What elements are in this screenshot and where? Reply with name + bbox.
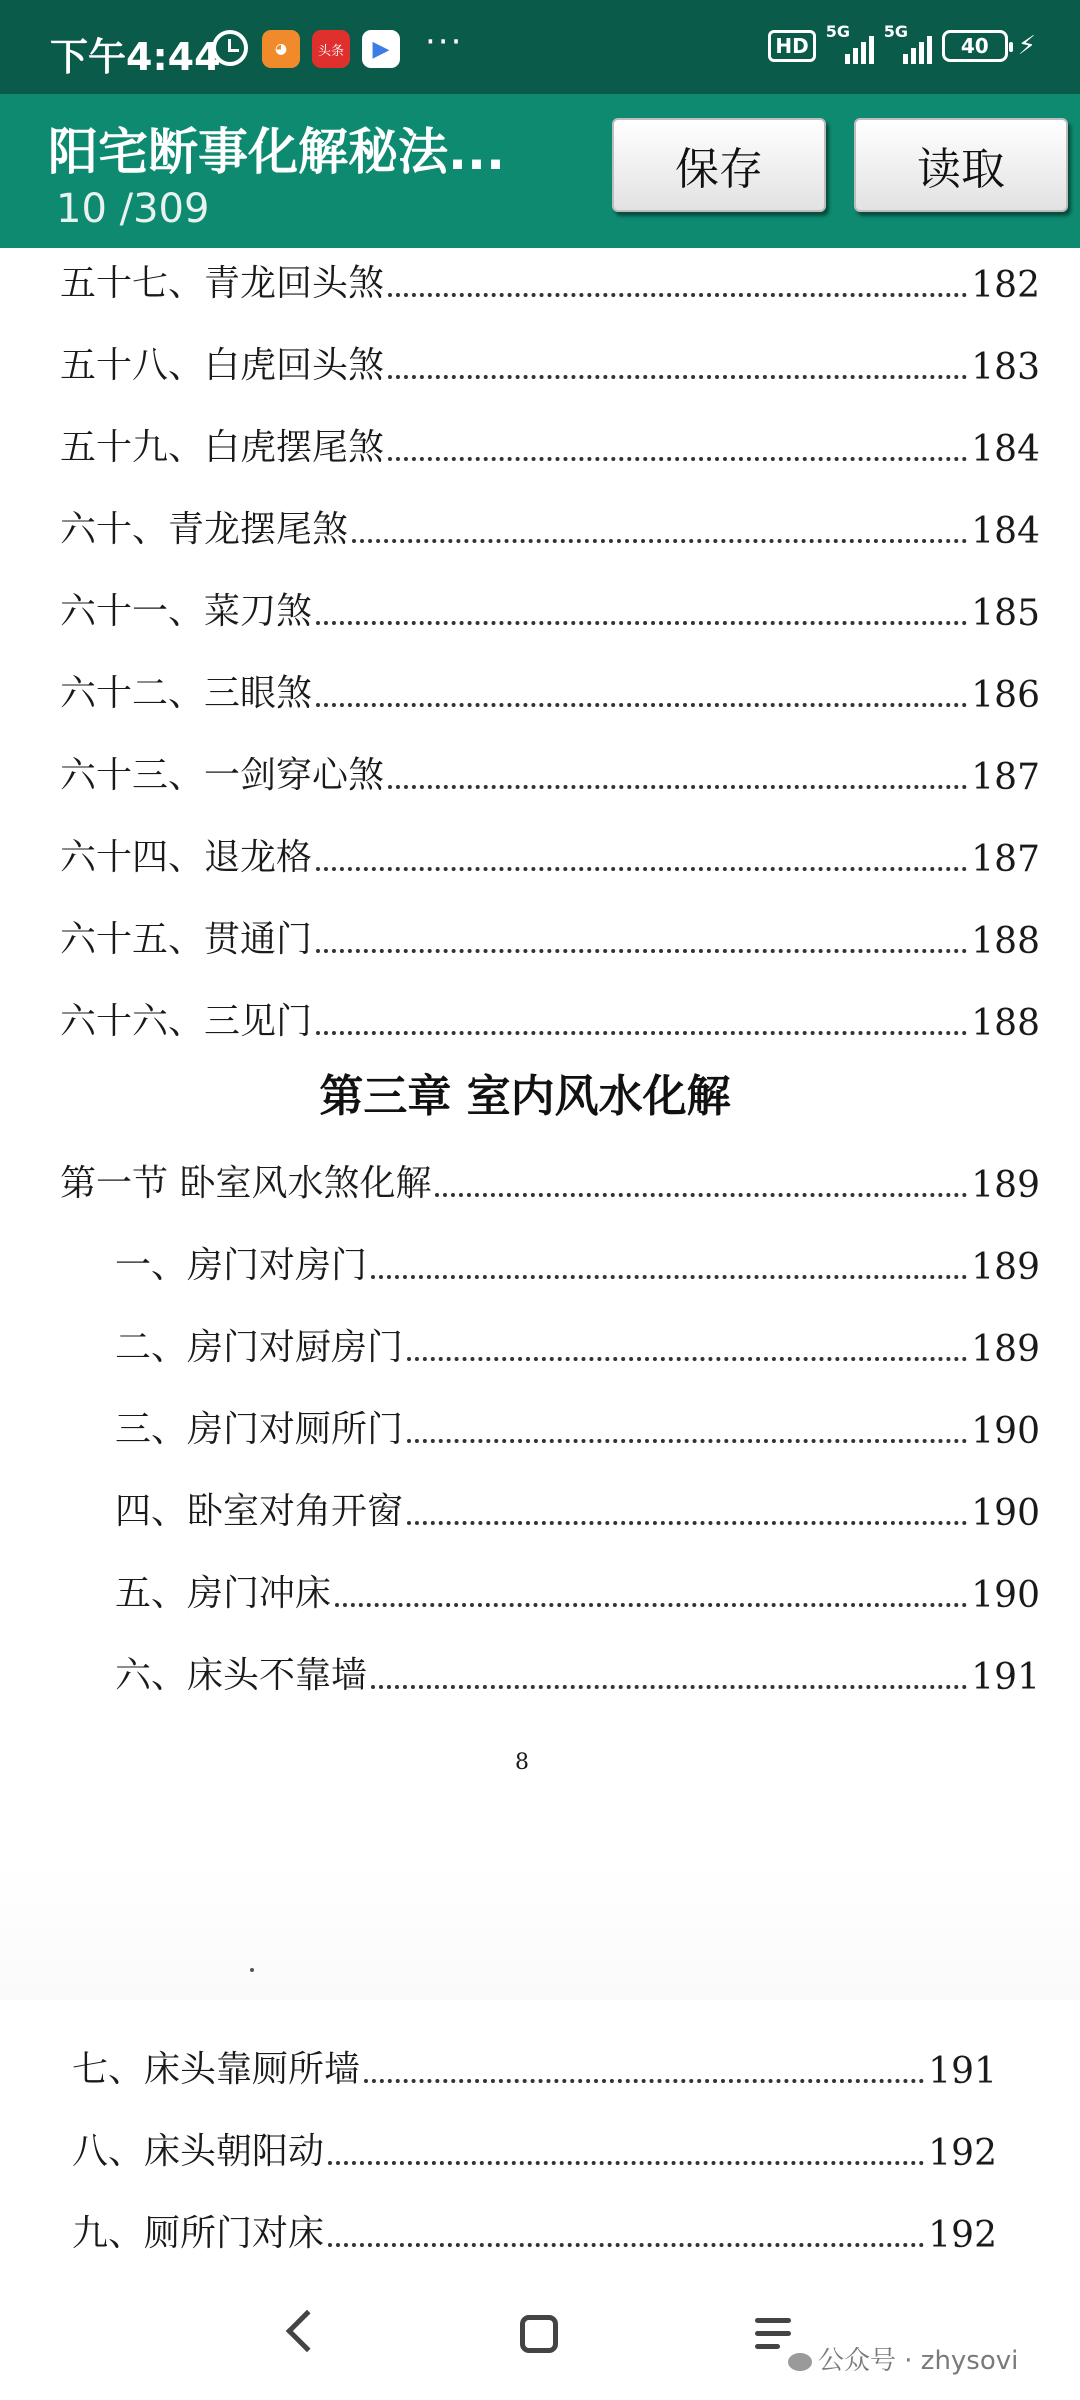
dot-leader bbox=[371, 1685, 967, 1689]
toc-entry bbox=[115, 1314, 1040, 1370]
dot-leader bbox=[364, 2079, 924, 2083]
toc-entry-page: 191 bbox=[928, 2051, 997, 2092]
toc-entry-page: 187 bbox=[971, 757, 1040, 798]
dot-leader bbox=[316, 1031, 967, 1035]
toc-entry-page: 187 bbox=[971, 839, 1040, 880]
home-icon[interactable] bbox=[520, 2315, 558, 2353]
toc-entry-page: 190 bbox=[971, 1493, 1040, 1534]
toc-entry bbox=[115, 1396, 1040, 1452]
hd-voice-icon: HD bbox=[768, 30, 815, 62]
page-break bbox=[0, 1860, 1080, 2000]
dot-leader bbox=[388, 375, 967, 379]
toc-entry-label: 六十三、一剑穿心煞 bbox=[60, 755, 385, 796]
toc-entry bbox=[115, 1232, 1040, 1288]
game-app-icon: ◕ bbox=[262, 30, 300, 68]
toc-entry-page: 192 bbox=[928, 2215, 997, 2256]
toc-entry bbox=[60, 332, 1040, 388]
toc-entry bbox=[72, 2118, 997, 2174]
toc-entry-label: 五、房门冲床 bbox=[115, 1573, 332, 1614]
status-right-group bbox=[768, 22, 1036, 64]
toc-entry bbox=[60, 250, 1040, 306]
toc-entry-label: 第一节 卧室风水煞化解 bbox=[60, 1163, 432, 1204]
toc-entry bbox=[60, 824, 1040, 880]
dot-leader bbox=[371, 1275, 967, 1279]
toc-section-entry bbox=[60, 1150, 1040, 1206]
watermark: 公众号 · zhysovi bbox=[788, 2340, 1018, 2377]
scan-speck bbox=[250, 1968, 254, 1972]
dot-leader bbox=[352, 539, 967, 543]
toc-entry-label: 六十二、三眼煞 bbox=[60, 673, 313, 714]
toc-entry-label: 八、床头朝阳动 bbox=[72, 2131, 325, 2172]
dot-leader bbox=[407, 1357, 967, 1361]
toc-entry-label: 七、床头靠厕所墙 bbox=[72, 2049, 361, 2090]
alarm-icon bbox=[212, 30, 248, 66]
toc-entry-page: 182 bbox=[971, 265, 1040, 306]
status-time: 下午4:44 bbox=[50, 35, 221, 79]
toc-entry bbox=[115, 1642, 1040, 1698]
toc-entry bbox=[60, 906, 1040, 962]
toc-entry-page: 189 bbox=[971, 1329, 1040, 1370]
toc-entry-page: 192 bbox=[928, 2133, 997, 2174]
toc-entry-label: 六十、青龙摆尾煞 bbox=[60, 509, 349, 550]
signal-icon-2: 5G bbox=[884, 28, 932, 64]
toc-entry-label: 五十八、白虎回头煞 bbox=[60, 345, 385, 386]
dot-leader bbox=[316, 621, 967, 625]
dot-leader bbox=[388, 293, 967, 297]
toc-entry bbox=[60, 988, 1040, 1044]
dot-leader bbox=[335, 1603, 967, 1607]
more-notifications-icon: ··· bbox=[425, 22, 464, 62]
toc-entry-page: 189 bbox=[971, 1165, 1040, 1206]
toc-entry bbox=[60, 496, 1040, 552]
toc-entry-page: 188 bbox=[971, 1003, 1040, 1044]
toc-entry-page: 184 bbox=[971, 429, 1040, 470]
save-button[interactable]: 保存 bbox=[612, 118, 826, 212]
dot-leader bbox=[316, 867, 967, 871]
wechat-icon bbox=[788, 2353, 812, 2371]
dot-leader bbox=[316, 949, 967, 953]
toc-entry-page: 183 bbox=[971, 347, 1040, 388]
toc-entry-label: 九、厕所门对床 bbox=[72, 2213, 325, 2254]
toc-entry-page: 186 bbox=[971, 675, 1040, 716]
toc-entry bbox=[60, 578, 1040, 634]
navigation-bar bbox=[0, 2270, 1080, 2400]
toc-entry bbox=[60, 414, 1040, 470]
toc-entry bbox=[72, 2036, 997, 2092]
toc-entry-label: 三、房门对厕所门 bbox=[115, 1409, 404, 1450]
toc-entry-page: 189 bbox=[971, 1247, 1040, 1288]
page-number: 8 bbox=[515, 1750, 529, 1775]
toc-entry bbox=[60, 660, 1040, 716]
toc-entry-page: 190 bbox=[971, 1575, 1040, 1616]
dot-leader bbox=[407, 1521, 967, 1525]
toc-entry-label: 六十四、退龙格 bbox=[60, 837, 313, 878]
toc-entry-label: 四、卧室对角开窗 bbox=[115, 1491, 404, 1532]
toc-entry bbox=[60, 742, 1040, 798]
dot-leader bbox=[316, 703, 967, 707]
page-indicator: 10 /309 bbox=[56, 186, 210, 232]
toc-entry-page: 190 bbox=[971, 1411, 1040, 1452]
toc-entry bbox=[115, 1560, 1040, 1616]
toutiao-app-icon: 头条 bbox=[312, 30, 350, 68]
toc-entry-label: 六十五、贯通门 bbox=[60, 919, 313, 960]
battery-icon: 40 bbox=[942, 30, 1008, 62]
back-icon[interactable] bbox=[286, 2310, 328, 2352]
dot-leader bbox=[328, 2161, 924, 2165]
dot-leader bbox=[388, 785, 967, 789]
toc-entry bbox=[72, 2200, 997, 2256]
toc-entry bbox=[115, 1478, 1040, 1534]
document-title: 阳宅断事化解秘法... bbox=[48, 123, 505, 181]
toc-entry-label: 一、房门对房门 bbox=[115, 1245, 368, 1286]
play-store-icon: ▶ bbox=[362, 30, 400, 68]
dot-leader bbox=[388, 457, 967, 461]
dot-leader bbox=[328, 2243, 924, 2247]
toc-entry-page: 191 bbox=[971, 1657, 1040, 1698]
read-button[interactable]: 读取 bbox=[854, 118, 1068, 212]
chapter-title: 第三章 室内风水化解 bbox=[319, 1071, 731, 1122]
toc-entry-label: 五十七、青龙回头煞 bbox=[60, 263, 385, 304]
toc-entry-label: 二、房门对厨房门 bbox=[115, 1327, 404, 1368]
signal-icon: 5G bbox=[826, 28, 874, 64]
toc-entry-page: 184 bbox=[971, 511, 1040, 552]
charging-icon: ⚡ bbox=[1017, 31, 1036, 61]
dot-leader bbox=[435, 1193, 967, 1197]
toc-entry-page: 185 bbox=[971, 593, 1040, 634]
app-bar bbox=[0, 94, 1080, 248]
toc-entry-label: 五十九、白虎摆尾煞 bbox=[60, 427, 385, 468]
toc-entry-label: 六十一、菜刀煞 bbox=[60, 591, 313, 632]
toc-entry-label: 六十六、三见门 bbox=[60, 1001, 313, 1042]
menu-icon[interactable] bbox=[755, 2318, 791, 2357]
dot-leader bbox=[407, 1439, 967, 1443]
toc-entry-page: 188 bbox=[971, 921, 1040, 962]
toc-entry-label: 六、床头不靠墙 bbox=[115, 1655, 368, 1696]
status-bar bbox=[0, 0, 1080, 94]
